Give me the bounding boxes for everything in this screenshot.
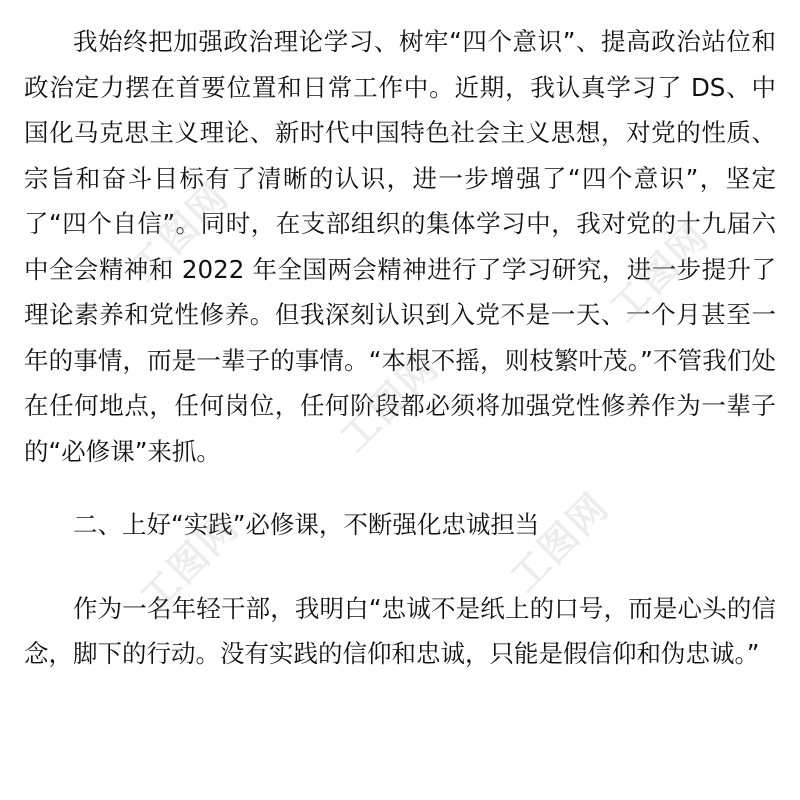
body-paragraph: 我始终把加强政治理论学习、树牢“四个意识”、提高政治站位和政治定力摆在首要位置和日常工作中。近期，我认真学习了 DS、中国化马克思主义理论、新时代中国特色社会主义思想，对党的性质、宗旨和奋斗目标有了清晰的认识，进一步增强了“四个意识”，坚定了“四个自信”。同时，在支部组织的集体学习中，我对党的十九届六中全会精神和 2022 年全国两会精神进行了学习研究，进一步提升了理论素养和党性修养。但我深刻认识到入党不是一天、一个月甚至一年的事情，而是一辈子的事情。“本根不摇，则枝繁叶茂。”不管我们处在任何地点，任何岗位，任何阶段都必须将加强党性修养作为一辈子的“必修课”来抓。 xyxy=(24,27,776,466)
body-paragraph: 作为一名年轻干部，我明白“忠诚不是纸上的口号，而是心头的信念，脚下的行动。没有实践的信仰和忠诚，只能是假信仰和伪忠诚。” xyxy=(24,593,776,668)
watermark: 工图网 xyxy=(331,344,448,461)
watermark: 工图网 xyxy=(601,214,718,331)
watermark: 工图网 xyxy=(121,174,238,291)
watermark: 工图网 xyxy=(501,484,618,601)
section-heading: 二、上好“实践”必修课，不断强化忠诚担当 xyxy=(73,510,540,539)
watermark: 工图网 xyxy=(131,504,248,621)
